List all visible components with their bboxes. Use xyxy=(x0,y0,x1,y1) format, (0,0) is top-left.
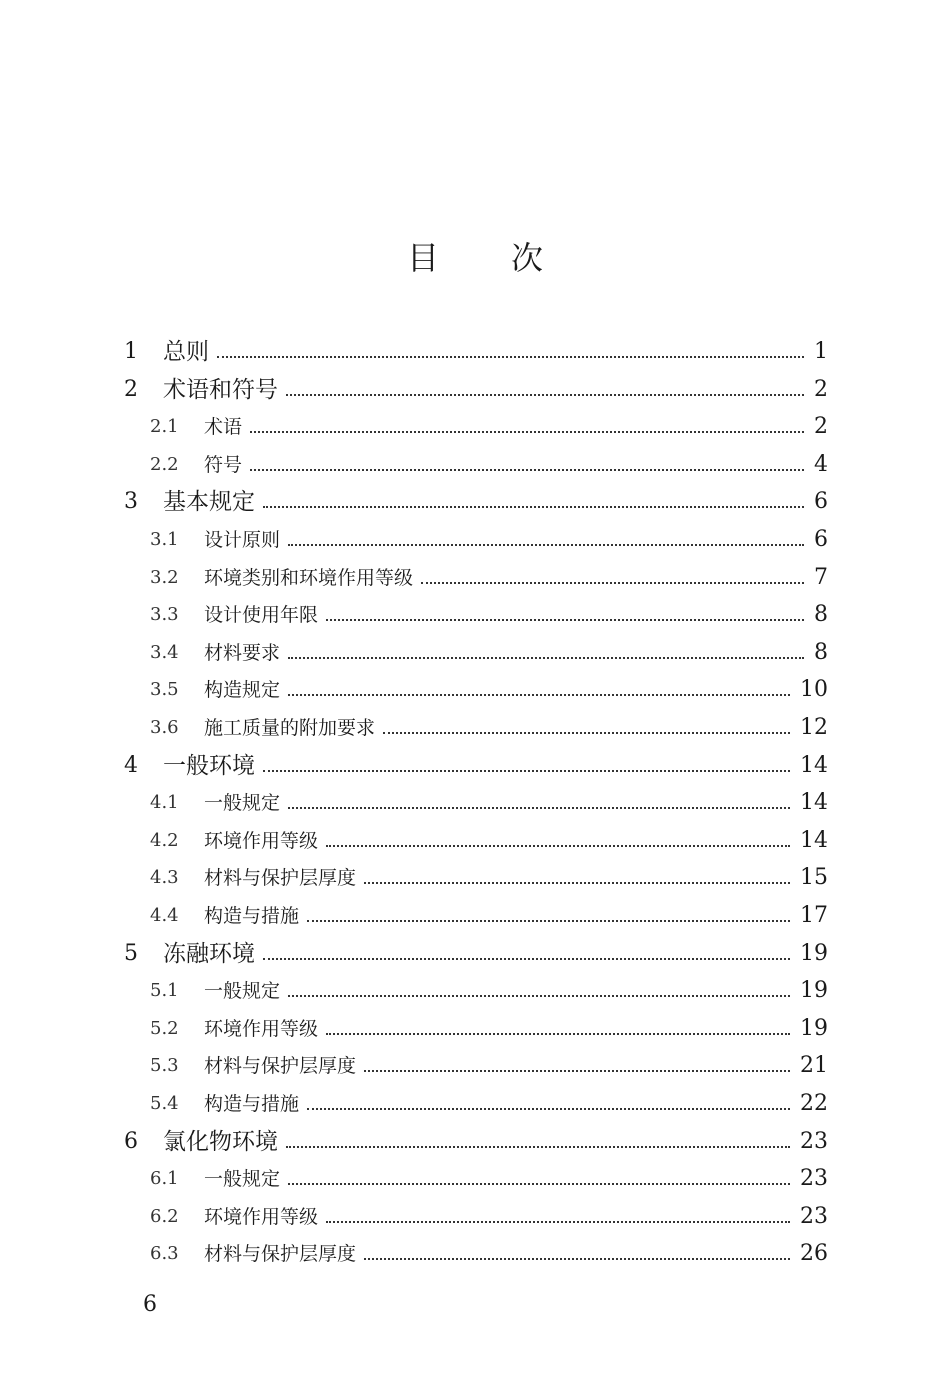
toc-entry-title: 符号 xyxy=(204,453,243,476)
toc-entry[interactable] xyxy=(0,596,950,634)
toc-dot-leader xyxy=(288,657,804,659)
toc-entry[interactable] xyxy=(0,1198,950,1236)
toc-dot-leader xyxy=(250,469,804,471)
toc-entry-number: 3.3 xyxy=(150,604,179,626)
toc-dot-leader xyxy=(263,770,790,772)
toc-entry-number: 3.6 xyxy=(150,717,179,738)
toc-entry-title: 冻融环境 xyxy=(163,940,255,967)
toc-entry-title: 一般环境 xyxy=(163,752,255,779)
page-number: 6 xyxy=(143,1292,157,1317)
toc-entry-page: 2 xyxy=(814,376,828,402)
toc-entry-title: 设计使用年限 xyxy=(204,604,319,627)
toc-entry-title: 氯化物环境 xyxy=(163,1128,278,1155)
toc-entry[interactable] xyxy=(0,897,950,935)
toc-entry[interactable] xyxy=(0,1123,950,1161)
toc-entry-number: 4.4 xyxy=(150,905,179,926)
toc-entry-title: 一般规定 xyxy=(204,792,281,815)
toc-entry-page: 26 xyxy=(800,1241,828,1267)
toc-entry-number: 4.3 xyxy=(150,867,179,889)
toc-entry-number: 4.1 xyxy=(150,792,179,814)
toc-entry-page: 6 xyxy=(814,489,828,515)
toc-dot-leader xyxy=(217,356,804,358)
toc-entry-page: 14 xyxy=(800,790,828,816)
toc-entry-page: 8 xyxy=(814,639,828,665)
toc-entry[interactable] xyxy=(0,1010,950,1048)
toc-entry[interactable] xyxy=(0,333,950,371)
toc-entry-page: 15 xyxy=(800,865,828,891)
toc-entry-page: 23 xyxy=(800,1128,828,1154)
toc-dot-leader xyxy=(307,1108,790,1110)
toc-entry-number: 3.5 xyxy=(150,679,179,701)
toc-dot-leader xyxy=(421,582,804,584)
toc-entry[interactable] xyxy=(0,1085,950,1123)
toc-dot-leader xyxy=(364,1258,790,1260)
toc-entry[interactable] xyxy=(0,446,950,484)
toc-dot-leader xyxy=(326,845,790,847)
toc-entry-number: 1 xyxy=(124,339,138,364)
toc-dot-leader xyxy=(288,544,804,546)
toc-entry[interactable] xyxy=(0,784,950,822)
toc-entry[interactable] xyxy=(0,371,950,409)
toc-dot-leader xyxy=(288,694,790,696)
toc-entry-page: 12 xyxy=(800,715,828,740)
toc-entry-number: 6 xyxy=(124,1128,138,1154)
toc-entry[interactable] xyxy=(0,483,950,521)
toc-entry[interactable] xyxy=(0,972,950,1010)
toc-entry-number: 2.1 xyxy=(150,416,179,438)
toc-entry-number: 6.2 xyxy=(150,1205,179,1227)
toc-entry-number: 4.2 xyxy=(150,829,179,851)
toc-entry-number: 6.3 xyxy=(150,1243,179,1265)
toc-entry-title: 一般规定 xyxy=(204,1168,281,1191)
toc-entry-page: 7 xyxy=(814,564,828,590)
toc-entry-page: 23 xyxy=(800,1166,828,1192)
toc-entry-title: 环境作用等级 xyxy=(204,829,319,852)
toc-entry[interactable] xyxy=(0,634,950,672)
toc-dot-leader xyxy=(263,506,804,508)
toc-dot-leader xyxy=(326,1033,790,1035)
toc-heading-char-2: 次 xyxy=(511,239,616,277)
toc-entry-title: 材料与保护层厚度 xyxy=(204,1243,357,1266)
toc-dot-leader xyxy=(326,1221,790,1223)
toc-entry[interactable] xyxy=(0,822,950,860)
toc-dot-leader xyxy=(286,1146,790,1148)
toc-entry-number: 3.2 xyxy=(150,566,179,588)
toc-entry-number: 3 xyxy=(124,489,138,515)
toc-entry-page: 21 xyxy=(800,1053,828,1079)
toc-entry-title: 基本规定 xyxy=(163,489,255,516)
toc-entry[interactable] xyxy=(0,521,950,559)
toc-entry-number: 4 xyxy=(124,752,138,778)
toc-entry-number: 5 xyxy=(124,940,138,966)
toc-entry-title: 构造与措施 xyxy=(204,1093,300,1115)
toc-entry-number: 5.2 xyxy=(150,1017,179,1039)
toc-entry-title: 构造与措施 xyxy=(204,905,300,927)
toc-entry-number: 2.2 xyxy=(150,453,179,475)
toc-dot-leader xyxy=(326,619,804,621)
toc-entry-title: 术语和符号 xyxy=(163,376,278,403)
toc-entry-page: 14 xyxy=(800,827,828,853)
toc-entry-title: 环境类别和环境作用等级 xyxy=(204,566,414,589)
toc-entry-title: 术语 xyxy=(204,416,243,439)
toc-dot-leader xyxy=(288,1183,790,1185)
toc-dot-leader xyxy=(307,920,790,922)
toc-dot-leader xyxy=(263,958,790,960)
toc-entry-title: 材料与保护层厚度 xyxy=(204,867,357,890)
toc-dot-leader xyxy=(364,882,790,884)
toc-entry-title: 一般规定 xyxy=(204,980,281,1003)
toc-dot-leader xyxy=(364,1070,790,1072)
toc-entry[interactable] xyxy=(0,1235,950,1273)
toc-entry-number: 5.3 xyxy=(150,1055,179,1077)
toc-entry-title: 环境作用等级 xyxy=(204,1205,319,1228)
toc-entry-title: 构造规定 xyxy=(204,679,281,702)
toc-entry-page: 17 xyxy=(800,903,828,928)
toc-entry-page: 19 xyxy=(800,940,828,966)
toc-entry-page: 10 xyxy=(800,677,828,703)
toc-entry-page: 8 xyxy=(814,602,828,628)
toc-entry-title: 环境作用等级 xyxy=(204,1017,319,1040)
toc-entry-title: 施工质量的附加要求 xyxy=(204,717,376,739)
toc-entry[interactable] xyxy=(0,671,950,709)
toc-entry[interactable] xyxy=(0,935,950,973)
toc-entry-page: 23 xyxy=(800,1203,828,1229)
toc-entry-title: 设计原则 xyxy=(204,529,281,551)
toc-entry-title: 总则 xyxy=(163,339,209,365)
toc-entry-title: 材料要求 xyxy=(204,641,281,664)
toc-heading-char-1: 目 xyxy=(406,239,511,277)
toc-entry-page: 14 xyxy=(800,752,828,778)
toc-entry-page: 19 xyxy=(800,1015,828,1041)
toc-entry[interactable] xyxy=(0,559,950,597)
toc-entry-number: 5.4 xyxy=(150,1093,179,1114)
toc-entry-number: 5.1 xyxy=(150,980,179,1002)
toc-dot-leader xyxy=(288,995,790,997)
toc-entry[interactable] xyxy=(0,408,950,446)
toc-entry[interactable] xyxy=(0,709,950,747)
toc-dot-leader xyxy=(250,431,804,433)
toc-entry[interactable] xyxy=(0,859,950,897)
toc-entry-page: 1 xyxy=(814,339,828,364)
toc-dot-leader xyxy=(288,807,790,809)
toc-entry-number: 2 xyxy=(124,376,138,402)
toc-entry-page: 6 xyxy=(814,527,828,552)
toc-entry-page: 4 xyxy=(814,451,828,477)
toc-entry[interactable] xyxy=(0,1047,950,1085)
toc-entry-title: 材料与保护层厚度 xyxy=(204,1055,357,1078)
toc-entry[interactable] xyxy=(0,747,950,785)
toc-heading xyxy=(0,236,950,280)
toc-dot-leader xyxy=(383,732,790,734)
toc-entry-page: 2 xyxy=(814,414,828,440)
toc-entry-number: 3.4 xyxy=(150,641,179,663)
toc-entry[interactable] xyxy=(0,1160,950,1198)
toc-entry-page: 19 xyxy=(800,978,828,1004)
toc-entry-number: 3.1 xyxy=(150,529,179,550)
toc-entry-number: 6.1 xyxy=(150,1168,179,1190)
toc-entry-page: 22 xyxy=(800,1091,828,1116)
toc-dot-leader xyxy=(286,394,804,396)
